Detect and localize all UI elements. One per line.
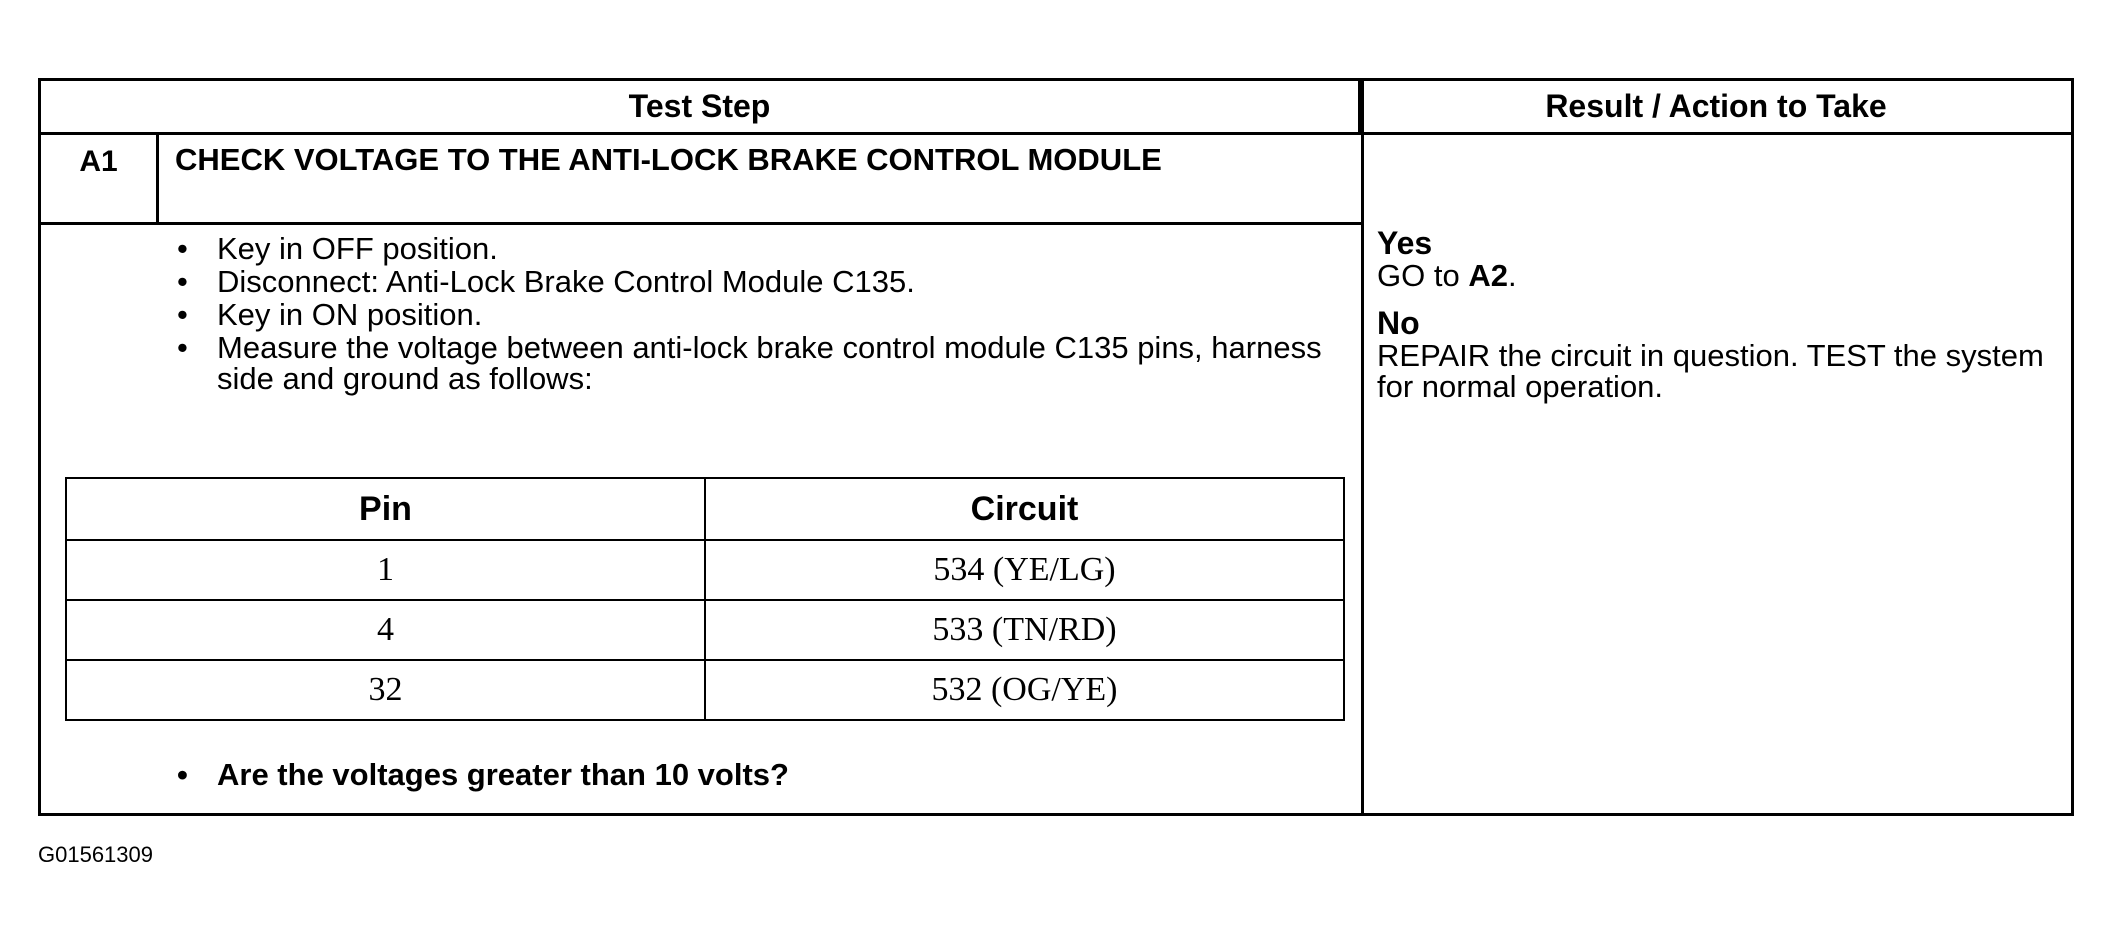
result-action-header: Result / Action to Take [1361, 81, 2071, 135]
procedure-item: • Key in OFF position. [171, 233, 1351, 264]
procedure-item: • Key in ON position. [171, 299, 1351, 330]
circuit-cell: 533 (TN/RD) [705, 600, 1344, 660]
table-header-row [66, 478, 1344, 540]
table-row [66, 660, 1344, 720]
procedure-list [171, 233, 1351, 396]
pin-cell: 4 [66, 600, 705, 660]
step-id: A1 [41, 135, 159, 222]
test-step-table [38, 78, 2074, 816]
yes-action-suffix: . [1507, 258, 1517, 293]
procedure-item: • Measure the voltage between anti-lock brake control module C135 pins, harness side and ground as follows: [171, 332, 1351, 394]
procedure-item: • Disconnect: Anti-Lock Brake Control Module C135. [171, 266, 1351, 297]
no-label: No [1377, 305, 1420, 341]
yes-action [1377, 260, 2067, 291]
pin-cell: 1 [66, 540, 705, 600]
pin-cell: 32 [66, 660, 705, 720]
yes-action-prefix: GO to [1377, 258, 1469, 293]
figure-id: G01561309 [38, 842, 153, 867]
circuit-column-header: Circuit [705, 478, 1344, 540]
circuit-cell: 534 (YE/LG) [705, 540, 1344, 600]
pin-circuit-table [65, 477, 1345, 721]
yes-label: Yes [1377, 225, 1433, 261]
table-row [66, 600, 1344, 660]
result-panel [1377, 227, 2067, 418]
step-question: • Are the voltages greater than 10 volts? [171, 757, 1351, 793]
test-step-header: Test Step [41, 81, 1361, 135]
pin-column-header: Pin [66, 478, 705, 540]
yes-action-target: A2 [1468, 258, 1508, 293]
circuit-cell: 532 (OG/YE) [705, 660, 1344, 720]
step-title: CHECK VOLTAGE TO THE ANTI-LOCK BRAKE CONTROL MODULE [175, 142, 1162, 177]
step-row [41, 135, 1361, 225]
no-action: REPAIR the circuit in question. TEST the system for normal operation. [1377, 338, 2044, 404]
table-row [66, 540, 1344, 600]
column-divider [1361, 81, 1364, 813]
